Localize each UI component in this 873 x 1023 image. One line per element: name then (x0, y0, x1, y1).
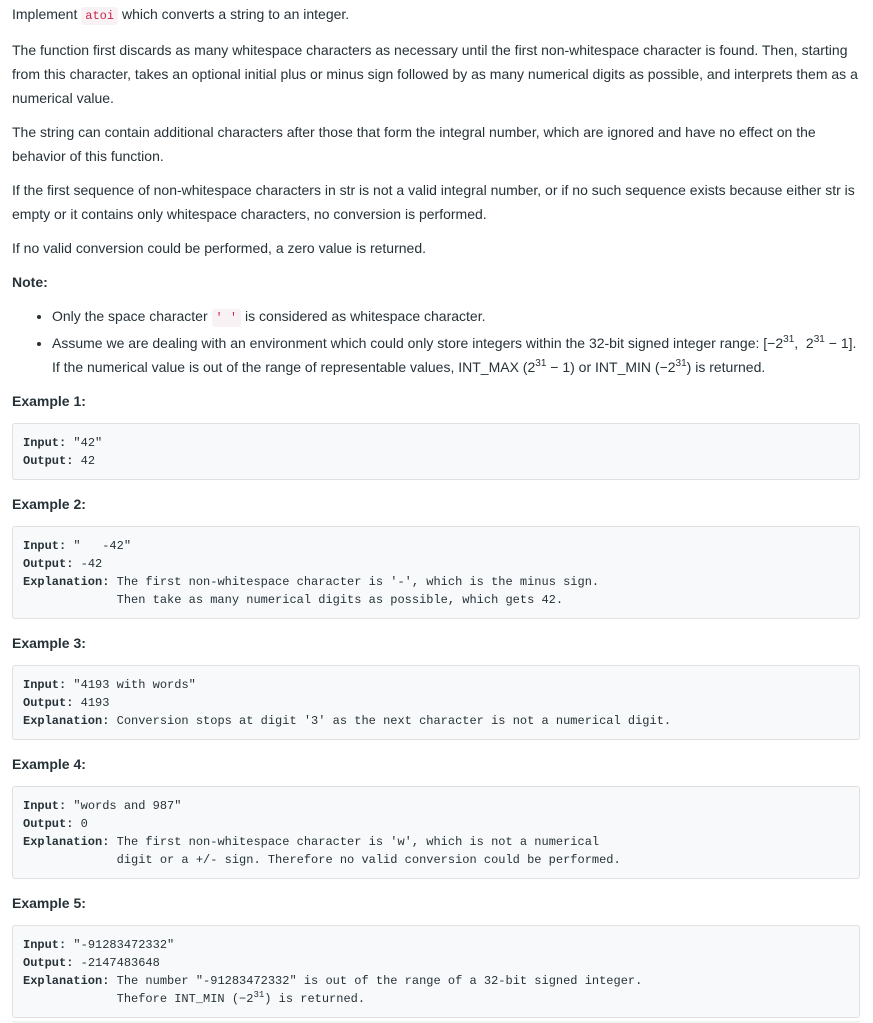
output-value: -42 (73, 557, 103, 571)
explanation-text: The number "-91283472332" is out of the range of a 32-bit signed integer. (109, 974, 643, 988)
explanation-label: Explanation: (23, 974, 110, 988)
output-label: Output: (23, 956, 74, 970)
note-text: , 2 (794, 335, 814, 351)
example-1-heading: Example 1: (12, 393, 86, 409)
example-4-code-block (12, 786, 860, 879)
intro-suffix: which converts a string to an integer. (118, 6, 350, 22)
note-item-whitespace (52, 304, 860, 330)
output-value: 0 (73, 817, 88, 831)
input-label: Input: (23, 678, 67, 692)
intro-paragraph (12, 2, 860, 28)
explanation-text: Thefore INT_MIN (−2 (23, 992, 254, 1006)
explanation-label: Explanation: (23, 714, 110, 728)
example-3-code-block (12, 665, 860, 740)
exponent: 31 (535, 358, 547, 369)
paragraph-invalid: If the first sequence of non-whitespace characters in str is not a valid integral number, or if no such sequence exists because either str is empty or it contains only whitespace characters, no conversion is performed. (12, 182, 855, 222)
example-2-code-block (12, 526, 860, 619)
explanation-text: ) is returned. (264, 992, 366, 1006)
explanation-label: Explanation: (23, 575, 110, 589)
example-4-heading: Example 4: (12, 756, 86, 772)
paragraph-extra-chars: The string can contain additional characters after those that form the integral number, which are ignored and have no effect on the behavior of this function. (12, 124, 816, 164)
note-item-range (52, 331, 860, 379)
note-text: − 1]. If the numerical value is out of the range of representable values, INT_MAX (2 (52, 335, 857, 375)
input-label: Input: (23, 539, 67, 553)
output-value: 42 (73, 454, 96, 468)
example-5-heading: Example 5: (12, 895, 86, 911)
input-value: "-91283472332" (66, 938, 175, 952)
input-label: Input: (23, 436, 67, 450)
output-label: Output: (23, 817, 74, 831)
note-text: Assume we are dealing with an environment which could only store integers within the 32-bit signed integer range: [−2 (52, 335, 784, 351)
paragraph-zero: If no valid conversion could be performed, a zero value is returned. (12, 240, 427, 256)
input-label: Input: (23, 938, 67, 952)
explanation-text: digit or a +/- sign. Therefore no valid conversion could be performed. (23, 853, 621, 867)
output-label: Output: (23, 454, 74, 468)
example-3-heading: Example 3: (12, 635, 86, 651)
input-value: "42" (66, 436, 103, 450)
input-value: "words and 987" (66, 799, 182, 813)
example-2-heading: Example 2: (12, 496, 86, 512)
output-value: 4193 (73, 696, 110, 710)
exponent: 31 (675, 358, 687, 369)
space-inline-code: ' ' (212, 309, 242, 327)
note-text: ) is returned. (686, 359, 766, 375)
example-5-code-block (12, 925, 860, 1018)
intro-prefix: Implement (12, 6, 82, 22)
exponent: 31 (253, 990, 265, 1000)
example-1-code-block (12, 423, 860, 480)
exponent: 31 (783, 334, 795, 345)
explanation-label: Explanation: (23, 835, 110, 849)
exponent: 31 (813, 334, 825, 345)
note-list (12, 304, 860, 379)
note-item1-suffix: is considered as whitespace character. (241, 308, 486, 324)
output-label: Output: (23, 557, 74, 571)
output-label: Output: (23, 696, 74, 710)
output-value: -2147483648 (73, 956, 160, 970)
input-value: "4193 with words" (66, 678, 196, 692)
explanation-text: The first non-whitespace character is '-', which is the minus sign. (109, 575, 600, 589)
note-heading: Note: (12, 274, 48, 290)
input-label: Input: (23, 799, 67, 813)
explanation-text: Then take as many numerical digits as possible, which gets 42. (23, 593, 564, 607)
atoi-inline-code: atoi (81, 7, 118, 25)
note-text: − 1) or INT_MIN (−2 (546, 359, 676, 375)
note-item1-prefix: Only the space character (52, 308, 212, 324)
explanation-text: Conversion stops at digit '3' as the next character is not a numerical digit. (109, 714, 672, 728)
input-value: " -42" (66, 539, 132, 553)
explanation-text: The first non-whitespace character is 'w', which is not a numerical (109, 835, 600, 849)
paragraph-whitespace: The function first discards as many whitespace characters as necessary until the first non-whitespace character is found. Then, starting from this character, takes an optional initial plus or minus sign followed by as many numerical digits as possible, and interprets them as a numerical value. (12, 42, 858, 106)
